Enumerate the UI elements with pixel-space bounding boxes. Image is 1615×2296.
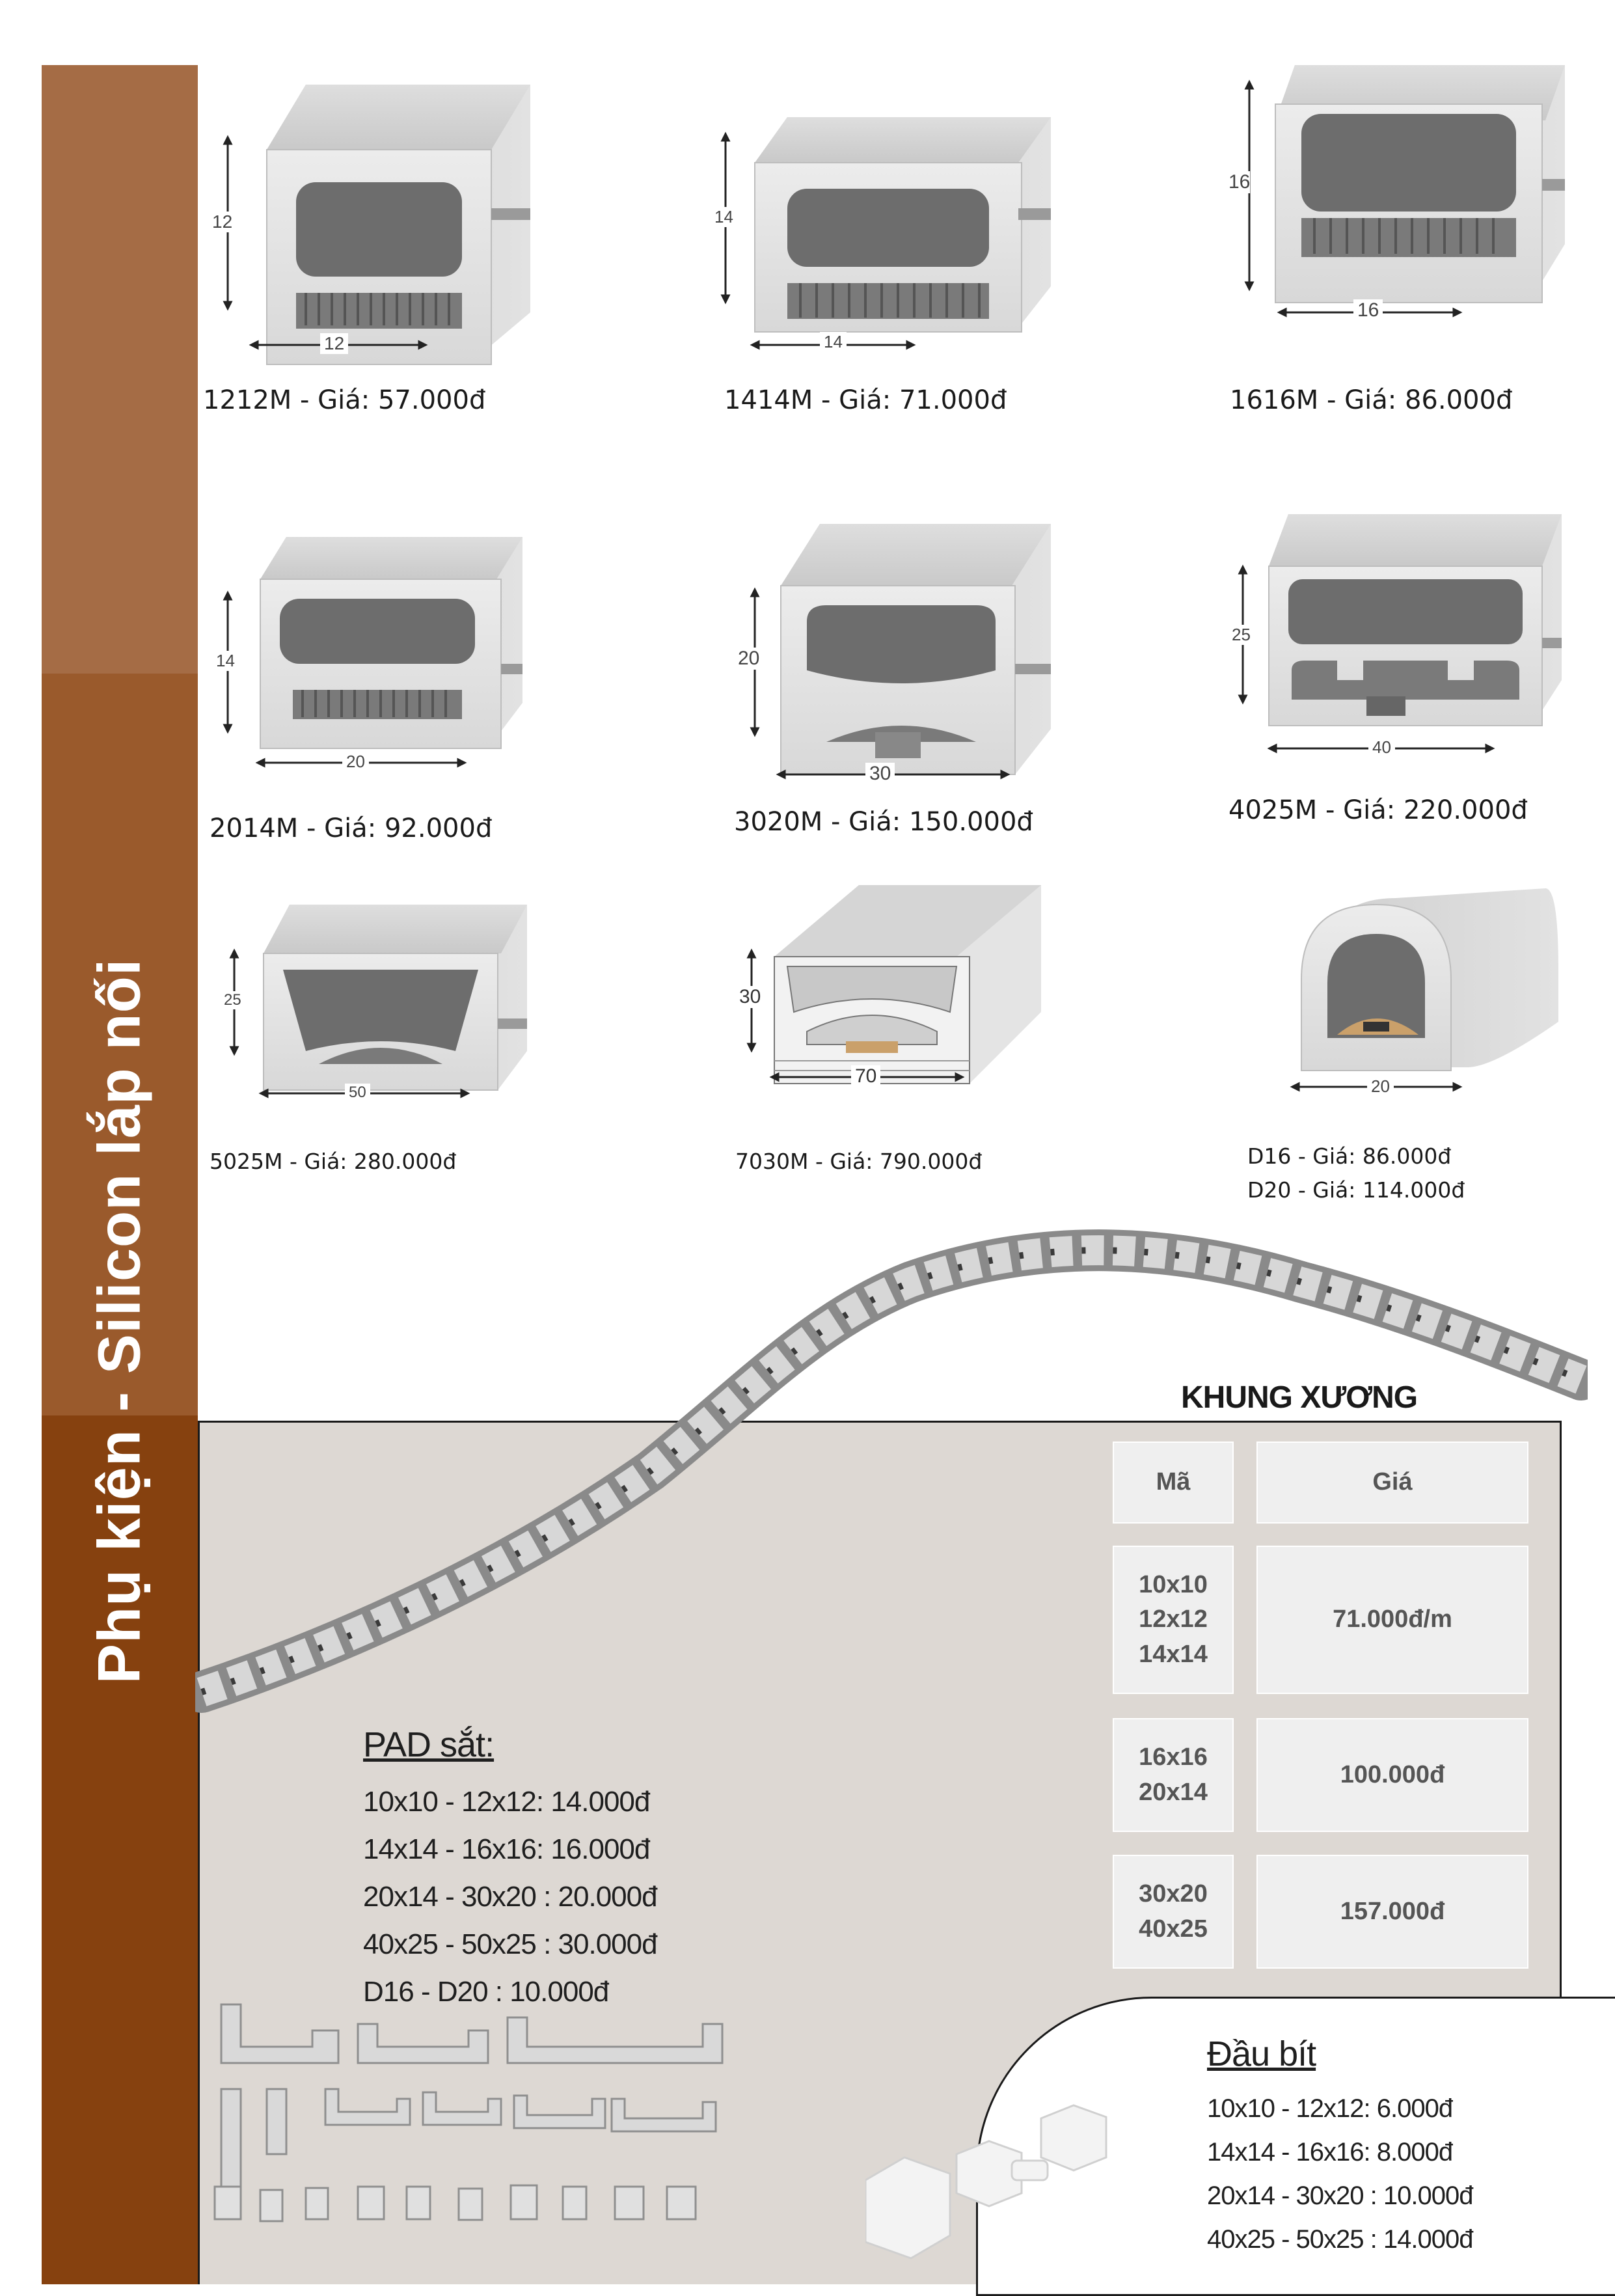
dim-width: 16 — [1353, 299, 1383, 321]
product-caption-d20: D20 - Giá: 114.000đ — [1247, 1177, 1465, 1203]
dau-bit-line: 40x25 - 50x25 : 14.000đ — [1207, 2225, 1473, 2254]
dim-height: 25 — [1232, 625, 1251, 644]
code: 20x14 — [1139, 1778, 1208, 1806]
product-7030m — [735, 882, 1048, 1097]
product-5025m — [208, 901, 534, 1116]
product-2014m — [208, 534, 534, 781]
product-1616m — [1230, 62, 1568, 335]
pad-sat-prices — [363, 1725, 657, 2016]
product-caption: 2014M - Giá: 92.000đ — [210, 813, 493, 843]
dim-height: 25 — [224, 991, 241, 1009]
product-caption: 5025M - Giá: 280.000đ — [210, 1149, 457, 1174]
table-header-code — [1113, 1442, 1234, 1524]
pad-sat-image — [208, 1991, 742, 2239]
table-cell-price — [1256, 1855, 1528, 1969]
dau-bit-line: 14x14 - 16x16: 8.000đ — [1207, 2138, 1453, 2166]
table-header-price — [1256, 1442, 1528, 1524]
code: 10x10 — [1139, 1571, 1208, 1599]
table-cell-price — [1256, 1546, 1528, 1694]
product-caption: 1414M - Giá: 71.000đ — [724, 385, 1007, 415]
pad-sat-line: 14x14 - 16x16: 16.000đ — [363, 1833, 650, 1865]
dim-width: 20 — [1367, 1076, 1394, 1097]
price: 157.000đ — [1340, 1897, 1445, 1925]
dim-height: 14 — [216, 651, 235, 670]
price: 71.000đ/m — [1333, 1606, 1452, 1633]
dau-bit-title: Đầu bít — [1207, 2034, 1316, 2073]
dim-height: 12 — [212, 212, 233, 232]
pad-sat-title: PAD sắt: — [363, 1725, 495, 1764]
product-caption: 1212M - Giá: 57.000đ — [203, 385, 486, 415]
product-caption: 4025M - Giá: 220.000đ — [1228, 795, 1528, 825]
sidebar-band-top — [42, 65, 198, 674]
code: 30x20 — [1139, 1880, 1208, 1908]
dau-bit-prices — [1207, 2034, 1472, 2262]
dau-bit-line: 20x14 - 30x20 : 10.000đ — [1207, 2181, 1473, 2210]
sidebar-title: Phụ kiện - Silicon lắp nối — [86, 958, 153, 1684]
dim-height: 30 — [739, 986, 761, 1007]
dim-width: 20 — [342, 752, 369, 772]
product-1212m — [208, 78, 534, 371]
table-cell-codes — [1113, 1546, 1234, 1694]
dau-bit-line: 10x10 - 12x12: 6.000đ — [1207, 2094, 1453, 2123]
dim-height: 14 — [714, 207, 733, 226]
product-caption: 3020M - Giá: 150.000đ — [734, 807, 1033, 837]
product-caption: 7030M - Giá: 790.000đ — [735, 1149, 983, 1174]
code: 16x16 — [1139, 1743, 1208, 1771]
table-cell-codes — [1113, 1855, 1234, 1969]
dim-width: 70 — [851, 1065, 880, 1087]
dim-width: 30 — [865, 763, 895, 785]
code: 14x14 — [1139, 1640, 1208, 1668]
khung-xuong-title: KHUNG XƯƠNG — [1181, 1380, 1418, 1415]
table-cell-price — [1256, 1718, 1528, 1832]
table-header-price-label: Giá — [1372, 1468, 1413, 1496]
dim-height: 20 — [738, 648, 760, 669]
product-1414m — [716, 111, 1054, 358]
dim-width: 12 — [320, 333, 348, 354]
product-d16-d20 — [1279, 872, 1565, 1106]
product-4025m — [1227, 511, 1565, 771]
product-caption: 1616M - Giá: 86.000đ — [1230, 385, 1513, 415]
table-cell-codes — [1113, 1718, 1234, 1832]
pad-sat-line: 40x25 - 50x25 : 30.000đ — [363, 1928, 657, 1960]
dim-width: 14 — [820, 332, 847, 352]
code: 12x12 — [1139, 1606, 1208, 1633]
dim-width: 50 — [345, 1084, 370, 1102]
table-header-code-label: Mã — [1156, 1468, 1191, 1496]
dim-width: 40 — [1368, 737, 1395, 758]
product-3020m — [735, 521, 1061, 800]
dim-height: 16 — [1228, 171, 1251, 193]
code: 40x25 — [1139, 1915, 1208, 1943]
product-caption-d16: D16 - Giá: 86.000đ — [1247, 1143, 1452, 1169]
pad-sat-line: 10x10 - 12x12: 14.000đ — [363, 1786, 650, 1818]
dau-bit-image — [865, 2096, 1145, 2265]
pad-sat-line: 20x14 - 30x20 : 20.000đ — [363, 1881, 657, 1913]
pad-sat-line: D16 - D20 : 10.000đ — [363, 1976, 609, 2008]
price: 100.000đ — [1340, 1760, 1445, 1788]
